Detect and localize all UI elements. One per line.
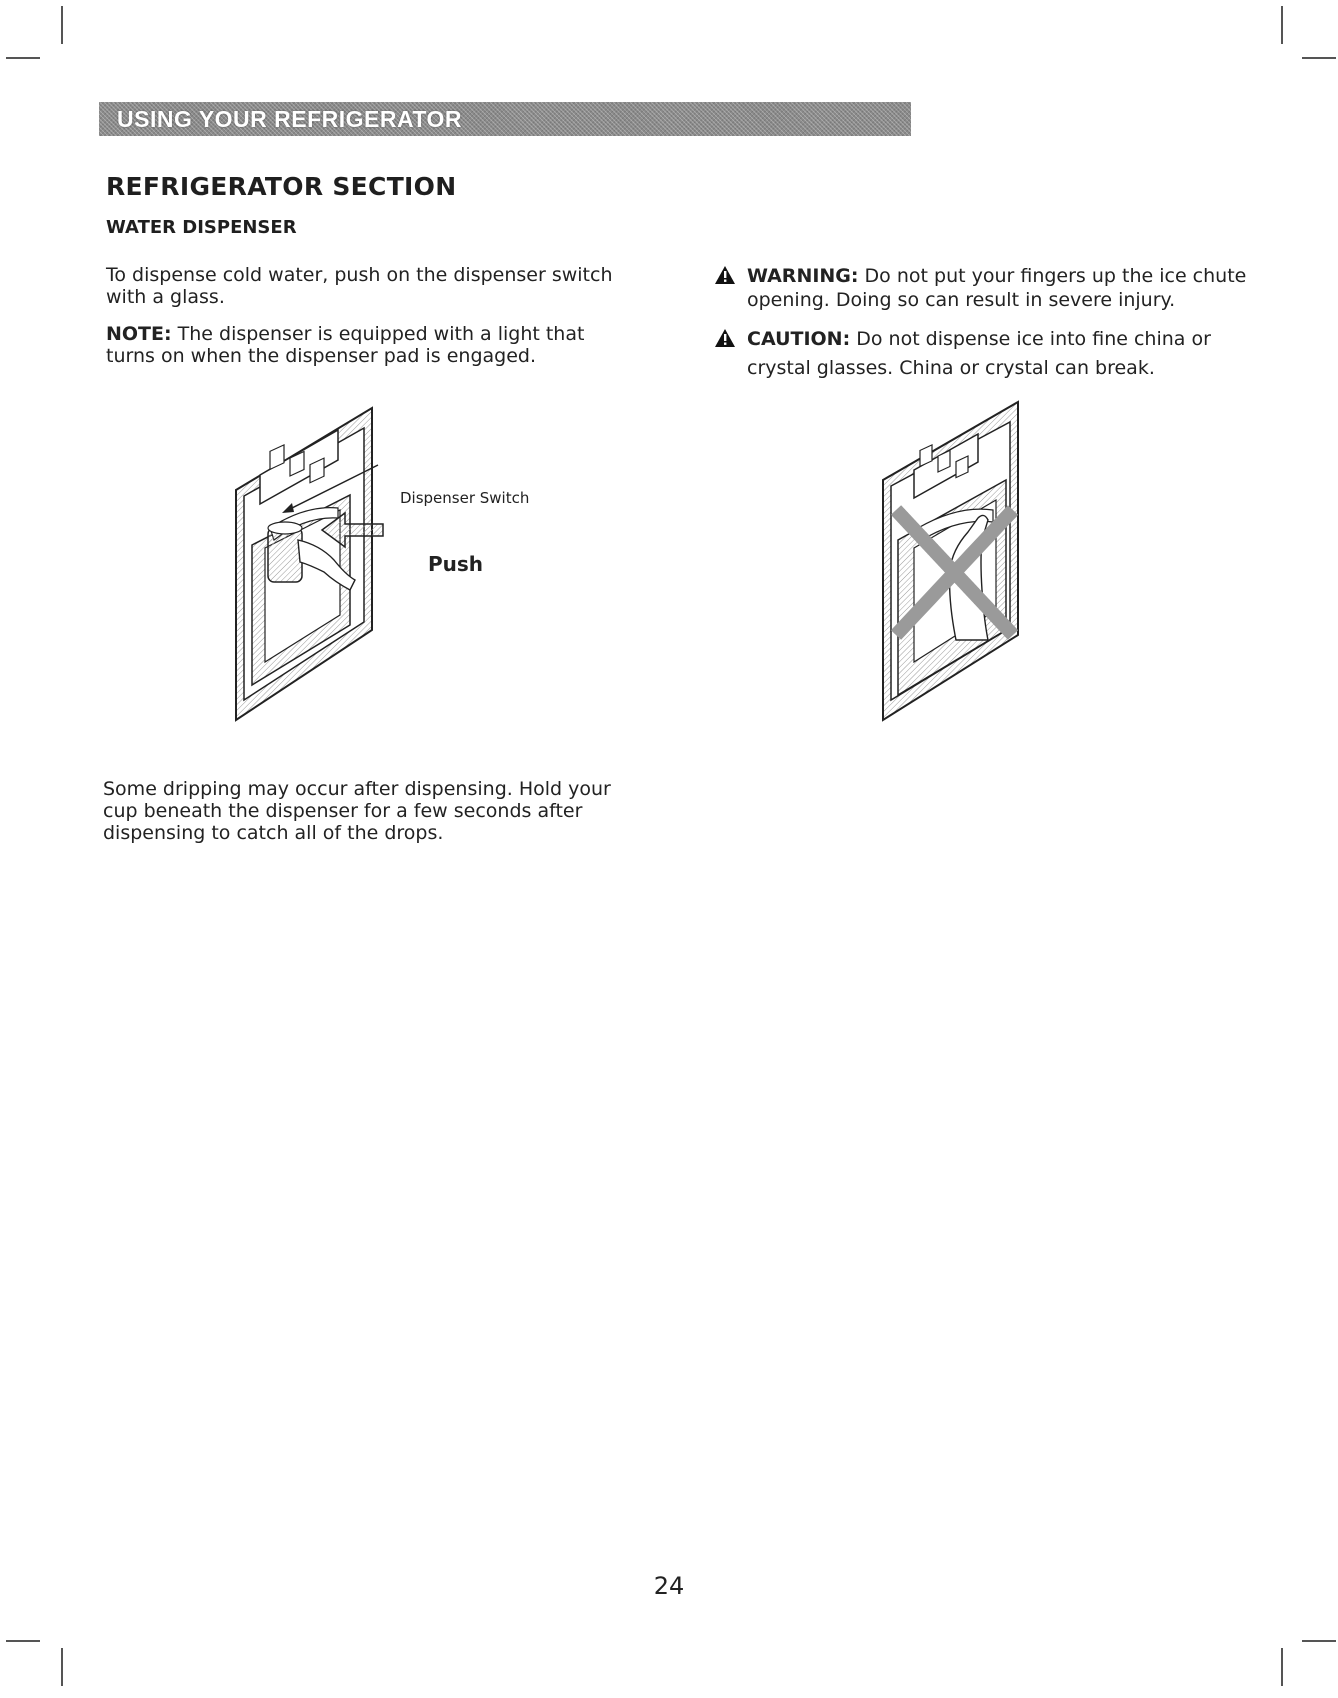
crop-mark (6, 1640, 40, 1642)
intro-paragraph (106, 264, 613, 308)
note-text: turns on when the dispenser pad is engaged. (106, 345, 537, 367)
note-text: The dispenser is equipped with a light that (171, 323, 585, 345)
warning-text: opening. Doing so can result in severe injury. (747, 289, 1176, 311)
page-number: 24 (653, 1572, 685, 1600)
warning-notice (714, 264, 1274, 312)
chapter-banner (99, 102, 911, 136)
chapter-title: USING YOUR REFRIGERATOR (117, 106, 463, 132)
crop-mark (61, 6, 63, 44)
warning-triangle-icon (714, 265, 736, 285)
push-label: Push (428, 552, 484, 576)
warning-text: Do not put your fingers up the ice chute (858, 265, 1247, 287)
note-paragraph (106, 323, 584, 367)
drip-line: dispensing to catch all of the drops. (103, 822, 444, 844)
crop-mark (1302, 1640, 1336, 1642)
intro-line: with a glass. (106, 286, 225, 308)
dispenser-glass-illustration (230, 400, 550, 730)
crop-mark (1281, 1648, 1283, 1686)
section-title: REFRIGERATOR SECTION (106, 172, 457, 201)
crop-mark (1281, 6, 1283, 44)
caution-label: CAUTION: (747, 328, 851, 350)
note-label: NOTE: (106, 323, 172, 345)
caution-text: Do not dispense ice into fine china or (850, 328, 1211, 350)
ice-chute-warning-illustration (878, 400, 1028, 725)
caution-notice (714, 327, 1274, 380)
sub-title: WATER DISPENSER (106, 217, 297, 238)
warning-triangle-icon (714, 328, 736, 348)
drip-line: cup beneath the dispenser for a few seconds after (103, 800, 583, 822)
crop-mark (6, 57, 40, 59)
intro-line: To dispense cold water, push on the dispenser switch (106, 264, 613, 286)
crop-mark (61, 1648, 63, 1686)
caution-text: crystal glasses. China or crystal can break. (747, 357, 1155, 379)
dispenser-switch-label: Dispenser Switch (400, 489, 530, 507)
drip-line: Some dripping may occur after dispensing. Hold your (103, 778, 611, 800)
drip-paragraph (103, 778, 611, 844)
warning-label: WARNING: (747, 265, 859, 287)
crop-mark (1302, 57, 1336, 59)
